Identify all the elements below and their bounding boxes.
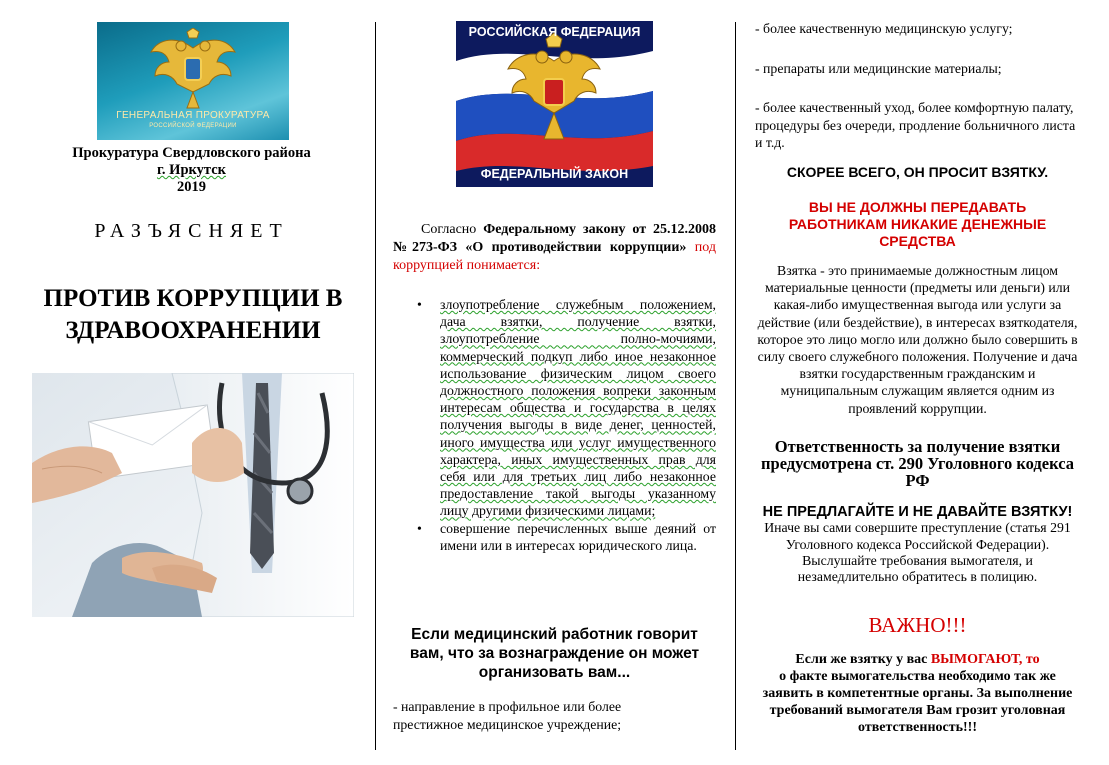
extort-part-c: о факте вымогательства необходимо так же заявить в компетентные органы. За выполнение требований вымогателя Вам грозит уголовная ответственность!!! <box>762 669 1073 735</box>
extort-part-b: , то <box>1018 652 1040 667</box>
law-intro-bold: Федеральному закону от 25.12.2008 №273-ФЗ «О противодействии коррупции» <box>393 222 717 255</box>
federal-law-emblem <box>456 21 653 187</box>
column-divider-right <box>735 22 736 750</box>
list-item <box>393 520 716 554</box>
item-referral: - направление в профильное или более престижное медицинское учреждение; <box>393 699 622 732</box>
bullet-dot-icon: • <box>417 520 422 536</box>
russian-flag-coat-of-arms-icon <box>456 21 653 187</box>
do-not-offer-block <box>755 504 1080 585</box>
doctor-bribe-photo <box>32 373 354 617</box>
liability-note: Ответственность за получение взятки предусмотрена ст. 290 Уголовного кодекса РФ <box>761 437 1074 490</box>
double-headed-eagle-icon <box>147 28 239 110</box>
do-not-offer-bold: НЕ ПРЕДЛАГАЙТЕ И НЕ ДАВАЙТЕ ВЗЯТКУ! <box>762 504 1073 520</box>
emblem-caption-line2: РОССИЙСКОЙ ФЕДЕРАЦИИ <box>149 123 237 129</box>
bribe-definition: Взятка - это принимаемые должностным лицом материальные ценности (предметы или деньги) или какая-либо имущественная выгода или услуги за действие (или бездействие), в интересах взяткодателя, которое это лицо могло или должно было совершить в силу своего служебного положения. Получение и дача взятки государственным гражданским и муниципальным служащим является одним из проявлений коррупции. <box>757 263 1078 416</box>
item-drugs: - препараты или медицинские материалы; <box>755 61 1002 76</box>
list-item <box>393 296 716 520</box>
definition-bullet-1: злоупотребление служебным положением, дача взятки, получение взятки, злоупотребление полно-мочиями, коммерческий подкуп либо иное незаконное использование физическим лицом своего должностного положения вопреки законным интересам общества и государства в целях получения выгоды в виде денег, ценностей, иного имущества или услуг имущественного характера, иных имущественных прав для себя или для третьих лиц либо незаконное предоставление такой выгоды указанному лицу другими физическими лицами; <box>440 297 716 519</box>
corruption-definition-list <box>393 296 716 554</box>
item-care: - более качественный уход, более комфортную палату, процедуры без очереди, продление больничного листа и т.д. <box>755 100 1076 150</box>
prosecutor-emblem <box>97 22 289 140</box>
flag-title-bottom: ФЕДЕРАЛЬНЫЙ ЗАКОН <box>480 167 629 181</box>
must-not-transfer-warning: ВЫ НЕ ДОЛЖНЫ ПЕРЕДАВАТЬ РАБОТНИКАМ НИКАКИЕ ДЕНЕЖНЫЕ СРЕДСТВА <box>788 199 1047 249</box>
important-heading: ВАЖНО!!! <box>868 613 967 637</box>
org-year: 2019 <box>177 179 206 195</box>
extort-red: ВЫМОГАЮТ <box>930 652 1019 667</box>
law-intro-plain: Согласно <box>421 222 484 237</box>
org-name: Прокуратура Свердловского района <box>72 145 311 161</box>
item-quality-service: - более качественную медицинскую услугу; <box>755 21 1013 36</box>
explains-heading: РАЗЪЯСНЯЕТ <box>94 220 289 242</box>
flag-title-top: РОССИЙСКАЯ ФЕДЕРАЦИЯ <box>468 25 641 39</box>
extortion-block <box>755 651 1080 736</box>
org-city <box>30 162 353 178</box>
emblem-caption-line1: ГЕНЕРАЛЬНАЯ ПРОКУРАТУРА <box>116 110 270 121</box>
law-intro-red: под коррупцией понимается: <box>393 240 716 273</box>
leaflet-headline: ПРОТИВ КОРРУПЦИИ В ЗДРАВООХРАНЕНИИ <box>43 285 343 344</box>
doctor-envelope-handshake-image <box>32 373 354 617</box>
column-divider-left <box>375 22 376 750</box>
definition-bullet-2: совершение перечисленных выше деяний от имени или в интересах юридического лица. <box>440 520 716 553</box>
likely-bribe-warning: СКОРЕЕ ВСЕГО, ОН ПРОСИТ ВЗЯТКУ. <box>786 164 1049 180</box>
medic-offer-heading: Если медицинский работник говорит вам, что за вознаграждение он может организовать вам... <box>409 626 700 681</box>
do-not-offer-rest: Иначе вы сами совершите преступление (статья 291 Уголовного кодекса Российской Федерации). Выслушайте требования вымогателя, и незамедлительно обратитесь в полицию. <box>764 520 1071 585</box>
bullet-dot-icon: • <box>417 297 422 312</box>
law-intro <box>393 221 716 275</box>
extort-part-a: Если же взятку у вас <box>795 652 931 667</box>
org-city-text: г. Иркутск <box>156 162 227 178</box>
